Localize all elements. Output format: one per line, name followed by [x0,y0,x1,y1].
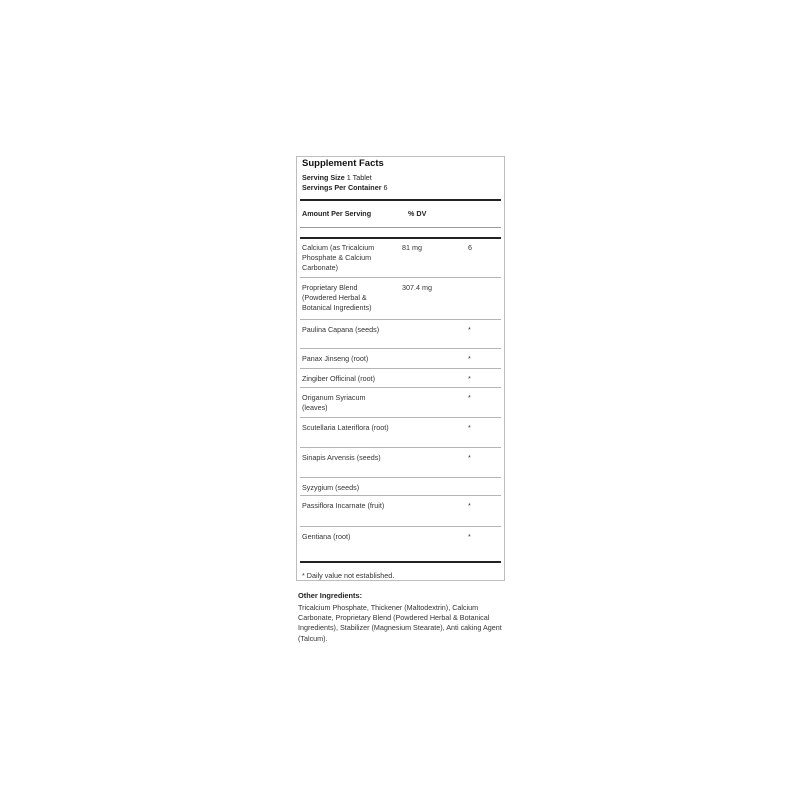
servings-per-container [302,183,388,192]
ingredient-name: Syzygium (seeds) [302,483,360,492]
facts-title: Supplement Facts [302,158,384,169]
ingredient-name: Calcium (as Tricalcium Phosphate & Calcium Carbonate) [302,243,375,273]
row-divider [300,495,501,496]
servings-per-container-label: Servings Per Container [302,183,382,192]
ingredient-dv: * [468,532,471,541]
facts-row [300,283,501,325]
serving-size-label: Serving Size [302,173,345,182]
header-dv: % DV [408,209,427,218]
ingredient-name: Paulina Capana (seeds) [302,325,380,334]
divider-thick [300,199,501,201]
facts-row [300,393,501,423]
divider-thick [300,561,501,563]
ingredient-amount: 307.4 mg [402,283,432,292]
other-ingredients-title: Other Ingredients: [298,591,363,600]
ingredient-name: Zingiber Officinal (root) [302,374,375,383]
ingredient-name: Passiflora Incarnate (fruit) [302,501,385,510]
facts-row [300,483,501,501]
row-divider [300,526,501,527]
ingredient-dv: * [468,325,471,334]
row-divider [300,319,501,320]
facts-row [300,453,501,483]
divider-thin [300,227,501,228]
serving-size-value: 1 Tablet [346,173,372,182]
facts-row [300,354,501,374]
row-divider [300,368,501,369]
ingredient-name: Panax Jinseng (root) [302,354,369,363]
facts-row [300,501,501,532]
row-divider [300,348,501,349]
ingredient-name: Origanum Syriacum (leaves) [302,393,366,413]
facts-row [300,243,501,283]
ingredient-dv: 6 [468,243,472,252]
other-ingredients-text: Tricalcium Phosphate, Thickener (Maltodextrin), Calcium Carbonate, Proprietary Blend (Powdered Herbal & Botanical Ingredients), Stabilizer (Magnesium Stearate), Anti caking Agent (Talcum). [298,603,502,643]
row-divider [300,417,501,418]
facts-row [300,532,501,551]
ingredient-name: Gentiana (root) [302,532,351,541]
ingredient-dv: * [468,354,471,363]
facts-row [300,374,501,393]
ingredient-dv: * [468,501,471,510]
facts-row [300,325,501,354]
row-divider [300,447,501,448]
facts-row [300,423,501,453]
ingredient-name: Sinapis Arvensis (seeds) [302,453,381,462]
ingredient-dv: * [468,453,471,462]
serving-size [302,173,372,182]
ingredient-name: Scutellaria Lateriflora (root) [302,423,389,432]
row-divider [300,477,501,478]
ingredient-dv: * [468,393,471,402]
servings-per-container-value: 6 [383,183,388,192]
footnote: * Daily value not established. [302,571,395,580]
ingredient-name: Proprietary Blend (Powdered Herbal & Botanical Ingredients) [302,283,372,313]
ingredient-dv: * [468,423,471,432]
ingredient-amount: 81 mg [402,243,422,252]
row-divider [300,387,501,388]
ingredient-dv: * [468,374,471,383]
divider-thick [300,237,501,239]
header-amount: Amount Per Serving [302,209,372,218]
row-divider [300,277,501,278]
supplement-facts-panel [296,156,505,581]
